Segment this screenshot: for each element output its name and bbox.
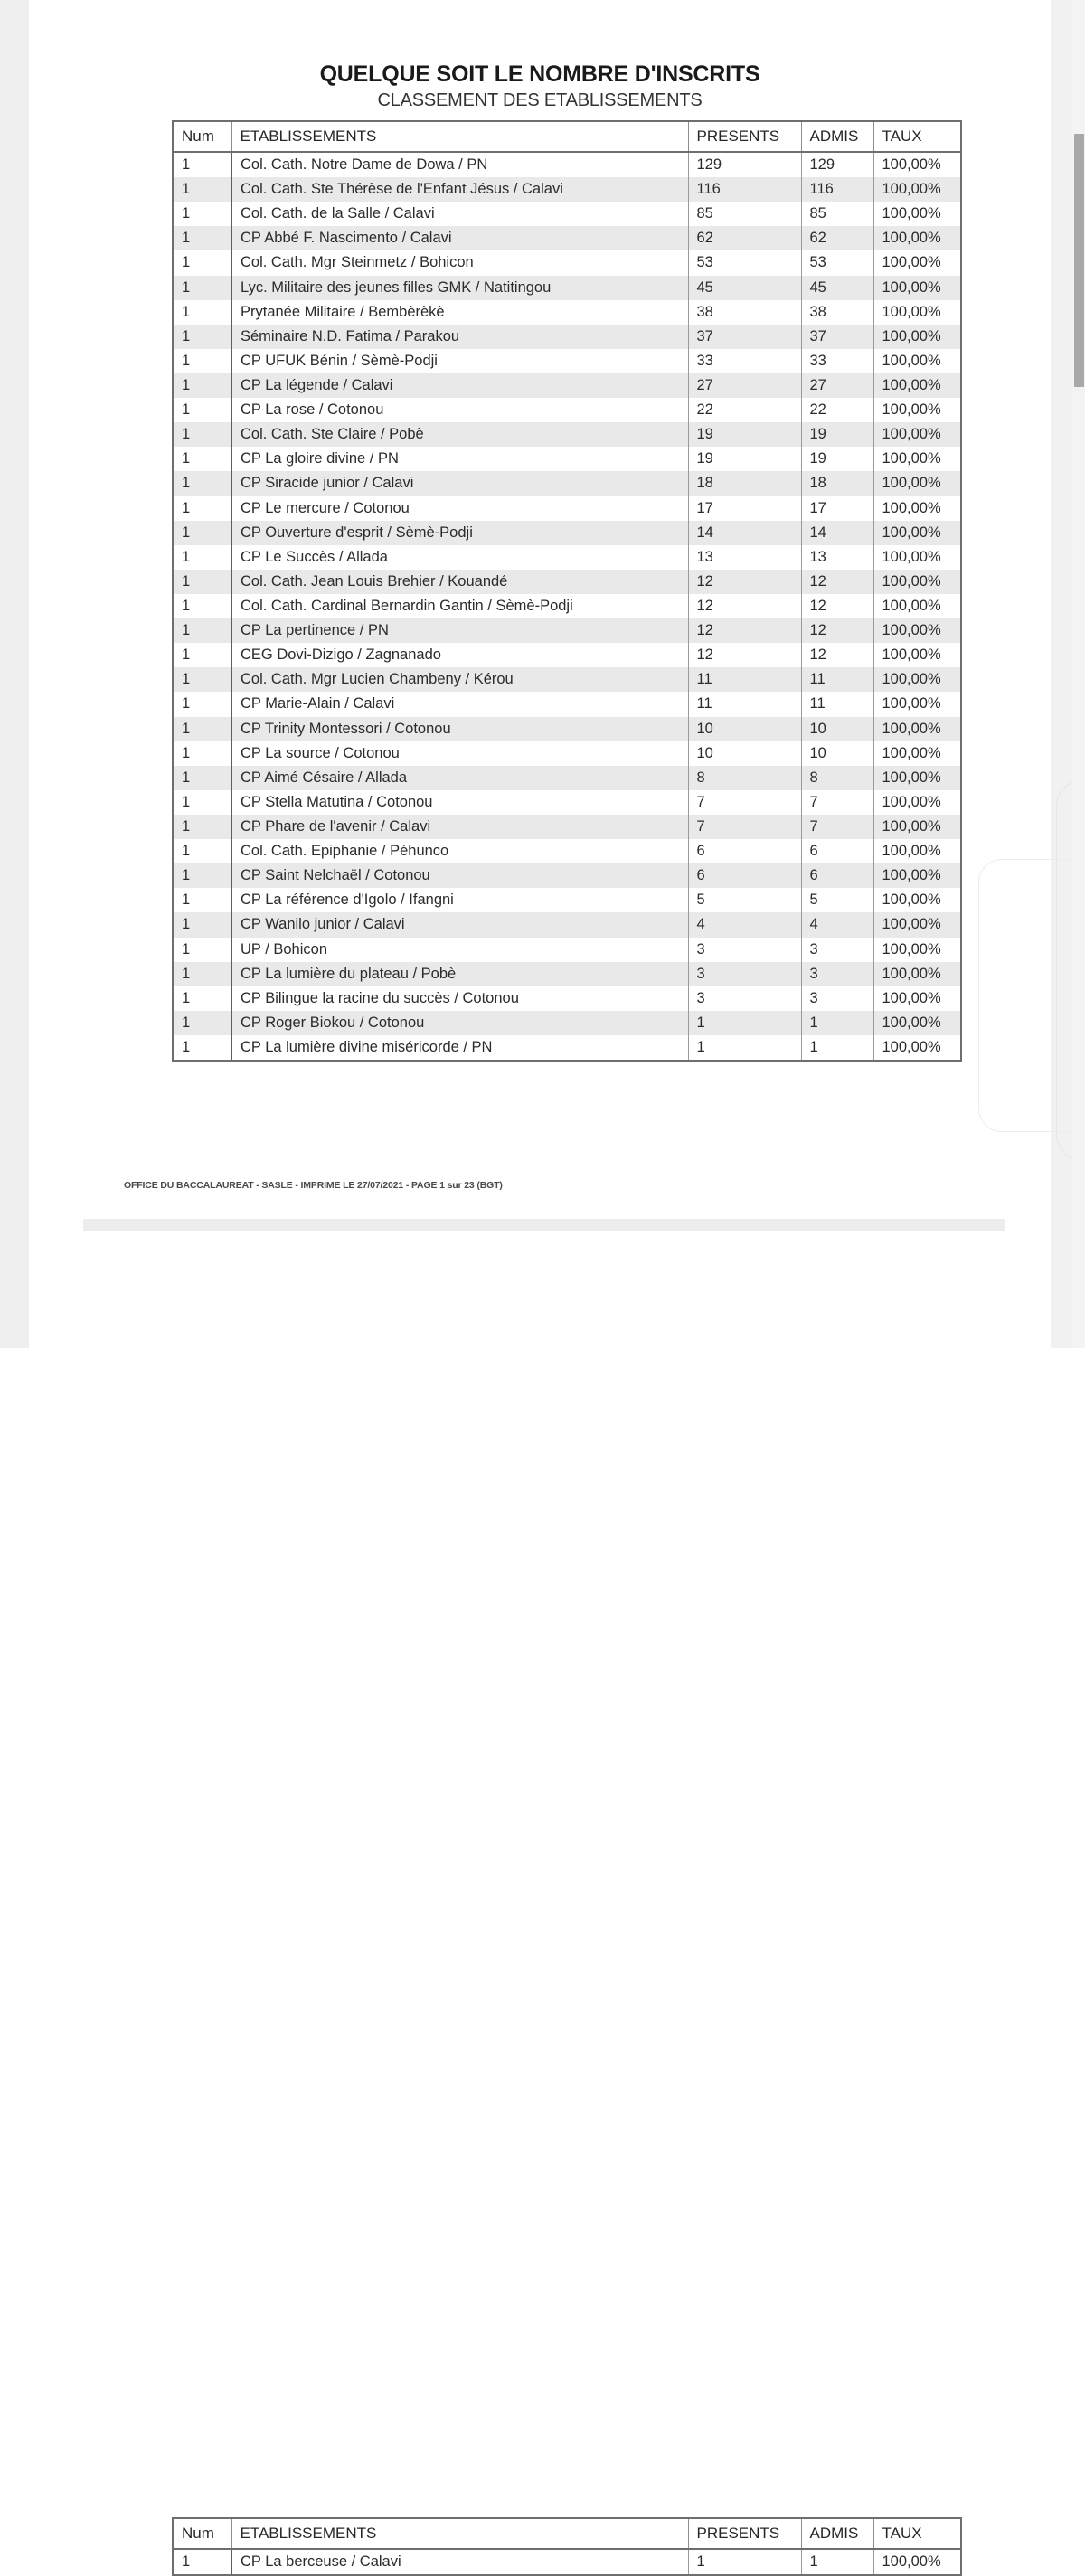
cell-taux: 100,00% [873,300,961,325]
cell-admis: 12 [801,570,873,594]
cell-num: 1 [173,766,231,790]
table-row [173,643,961,667]
cell-admis: 10 [801,717,873,741]
cell-admis: 1 [801,1011,873,1035]
table-row [173,300,961,325]
cell-admis: 12 [801,594,873,618]
cell-taux: 100,00% [873,863,961,888]
cell-presents: 12 [688,570,801,594]
cell-presents: 7 [688,790,801,815]
cell-num: 1 [173,496,231,521]
cell-etablissement: Col. Cath. Mgr Steinmetz / Bohicon [231,250,688,275]
cell-admis: 62 [801,226,873,250]
table-row [173,766,961,790]
cell-presents: 6 [688,839,801,863]
cell-num: 1 [173,471,231,495]
cell-admis: 33 [801,349,873,373]
cell-presents: 7 [688,815,801,839]
cell-num: 1 [173,325,231,349]
cell-num: 1 [173,373,231,398]
cell-presents: 38 [688,300,801,325]
cell-admis: 3 [801,986,873,1011]
table-row [173,1035,961,1061]
cell-taux: 100,00% [873,594,961,618]
cell-taux: 100,00% [873,521,961,545]
table-row [173,938,961,962]
cell-presents: 33 [688,349,801,373]
cell-num: 1 [173,815,231,839]
column-header-num: Num [173,2518,231,2549]
column-header-num: Num [173,121,231,152]
cell-num: 1 [173,250,231,275]
table-row [173,618,961,643]
cell-presents: 22 [688,398,801,422]
table-row [173,667,961,692]
cell-num: 1 [173,888,231,912]
cell-num: 1 [173,692,231,716]
cell-etablissement: Col. Cath. Ste Claire / Pobè [231,422,688,447]
cell-admis: 11 [801,692,873,716]
cell-etablissement: CP Saint Nelchaël / Cotonou [231,863,688,888]
cell-admis: 13 [801,545,873,570]
cell-admis: 37 [801,325,873,349]
ranking-table-next-page [172,2517,962,2576]
cell-presents: 14 [688,521,801,545]
table-row [173,986,961,1011]
cell-presents: 129 [688,152,801,177]
cell-presents: 37 [688,325,801,349]
cell-presents: 10 [688,717,801,741]
cell-taux: 100,00% [873,226,961,250]
cell-admis: 5 [801,888,873,912]
cell-presents: 53 [688,250,801,275]
cell-taux: 100,00% [873,692,961,716]
cell-presents: 1 [688,1011,801,1035]
vertical-scrollbar-thumb[interactable] [1074,134,1084,387]
cell-num: 1 [173,2549,231,2575]
ranking-table-next-header [173,2518,961,2549]
cell-num: 1 [173,545,231,570]
cell-presents: 62 [688,226,801,250]
cell-admis: 1 [801,2549,873,2575]
cell-num: 1 [173,300,231,325]
cell-etablissement: CP Bilingue la racine du succès / Cotonou [231,986,688,1011]
cell-etablissement: CP Ouverture d'esprit / Sèmè-Podji [231,521,688,545]
cell-etablissement: CP Trinity Montessori / Cotonou [231,717,688,741]
cell-num: 1 [173,938,231,962]
cell-presents: 85 [688,202,801,226]
cell-etablissement: CP UFUK Bénin / Sèmè-Podji [231,349,688,373]
table-row [173,888,961,912]
cell-taux: 100,00% [873,276,961,300]
cell-presents: 3 [688,938,801,962]
cell-num: 1 [173,1011,231,1035]
cell-num: 1 [173,398,231,422]
cell-etablissement: CP Abbé F. Nascimento / Calavi [231,226,688,250]
cell-taux: 100,00% [873,250,961,275]
cell-num: 1 [173,962,231,986]
cell-etablissement: Col. Cath. Epiphanie / Péhunco [231,839,688,863]
page-title: QUELQUE SOIT LE NOMBRE D'INSCRITS [319,61,760,87]
cell-admis: 1 [801,1035,873,1061]
cell-num: 1 [173,1035,231,1061]
cell-presents: 5 [688,888,801,912]
cell-taux: 100,00% [873,938,961,962]
cell-num: 1 [173,349,231,373]
cell-etablissement: CP Aimé Césaire / Allada [231,766,688,790]
table-row [173,790,961,815]
cell-presents: 1 [688,1035,801,1061]
table-row [173,741,961,766]
table-row [173,250,961,275]
cell-taux: 100,00% [873,888,961,912]
cell-taux: 100,00% [873,202,961,226]
ranking-table-body [173,152,961,1061]
cell-etablissement: CP La lumière divine miséricorde / PN [231,1035,688,1061]
cell-etablissement: Col. Cath. de la Salle / Calavi [231,202,688,226]
cell-taux: 100,00% [873,152,961,177]
cell-num: 1 [173,986,231,1011]
table-header-row [173,2518,961,2549]
cell-etablissement: Col. Cath. Jean Louis Brehier / Kouandé [231,570,688,594]
cell-admis: 8 [801,766,873,790]
cell-etablissement: CP Siracide junior / Calavi [231,471,688,495]
cell-presents: 12 [688,594,801,618]
cell-presents: 4 [688,912,801,937]
cell-admis: 22 [801,398,873,422]
cell-taux: 100,00% [873,815,961,839]
cell-num: 1 [173,741,231,766]
cell-taux: 100,00% [873,447,961,471]
cell-presents: 45 [688,276,801,300]
cell-etablissement: Col. Cath. Ste Thérèse de l'Enfant Jésus / Calavi [231,177,688,202]
cell-taux: 100,00% [873,570,961,594]
cell-etablissement: Col. Cath. Cardinal Bernardin Gantin / Sèmè-Podji [231,594,688,618]
cell-num: 1 [173,152,231,177]
cell-taux: 100,00% [873,839,961,863]
cell-admis: 14 [801,521,873,545]
cell-admis: 85 [801,202,873,226]
document-page-1 [29,0,1051,1219]
cell-admis: 53 [801,250,873,275]
table-header-row [173,121,961,152]
table-row [173,496,961,521]
cell-num: 1 [173,790,231,815]
cell-etablissement: CP La pertinence / PN [231,618,688,643]
table-row [173,226,961,250]
ranking-table-header [173,121,961,152]
cell-num: 1 [173,276,231,300]
cell-taux: 100,00% [873,618,961,643]
cell-taux: 100,00% [873,545,961,570]
cell-taux: 100,00% [873,325,961,349]
cell-admis: 18 [801,471,873,495]
cell-num: 1 [173,594,231,618]
cell-admis: 11 [801,667,873,692]
ranking-table-next-body [173,2549,961,2575]
cell-admis: 7 [801,790,873,815]
cell-presents: 12 [688,643,801,667]
cell-presents: 19 [688,422,801,447]
column-header-presents: PRESENTS [688,121,801,152]
cell-num: 1 [173,521,231,545]
cell-num: 1 [173,202,231,226]
column-header-etablissements: ETABLISSEMENTS [231,2518,688,2549]
cell-etablissement: Séminaire N.D. Fatima / Parakou [231,325,688,349]
cell-etablissement: Col. Cath. Notre Dame de Dowa / PN [231,152,688,177]
cell-taux: 100,00% [873,177,961,202]
cell-num: 1 [173,177,231,202]
cell-taux: 100,00% [873,717,961,741]
cell-etablissement: CP La référence d'Igolo / Ifangni [231,888,688,912]
cell-taux: 100,00% [873,643,961,667]
cell-taux: 100,00% [873,766,961,790]
column-header-taux: TAUX [873,121,961,152]
cell-etablissement: CP La source / Cotonou [231,741,688,766]
cell-num: 1 [173,839,231,863]
cell-num: 1 [173,422,231,447]
cell-etablissement: CP Wanilo junior / Calavi [231,912,688,937]
table-row [173,202,961,226]
cell-etablissement: CP Le Succès / Allada [231,545,688,570]
table-row [173,276,961,300]
cell-num: 1 [173,447,231,471]
table-row [173,471,961,495]
cell-taux: 100,00% [873,790,961,815]
cell-admis: 116 [801,177,873,202]
cell-presents: 10 [688,741,801,766]
page-footer: OFFICE DU BACCALAUREAT - SASLE - IMPRIME LE 27/07/2021 - PAGE 1 sur 23 (BGT) [124,1180,503,1191]
cell-presents: 3 [688,986,801,1011]
column-header-presents: PRESENTS [688,2518,801,2549]
table-row [173,545,961,570]
cell-taux: 100,00% [873,1035,961,1061]
cell-presents: 18 [688,471,801,495]
table-row [173,349,961,373]
cell-num: 1 [173,912,231,937]
cell-taux: 100,00% [873,398,961,422]
cell-etablissement: CP Le mercure / Cotonou [231,496,688,521]
table-row [173,152,961,177]
cell-etablissement: CP La lumière du plateau / Pobè [231,962,688,986]
cell-presents: 1 [688,2549,801,2575]
table-row [173,1011,961,1035]
table-row [173,447,961,471]
table-row [173,912,961,937]
cell-admis: 10 [801,741,873,766]
column-header-admis: ADMIS [801,2518,873,2549]
cell-admis: 3 [801,938,873,962]
column-header-etablissements: ETABLISSEMENTS [231,121,688,152]
cell-taux: 100,00% [873,349,961,373]
cell-etablissement: CP Roger Biokou / Cotonou [231,1011,688,1035]
cell-etablissement: CP Stella Matutina / Cotonou [231,790,688,815]
cell-taux: 100,00% [873,962,961,986]
cell-presents: 8 [688,766,801,790]
cell-num: 1 [173,863,231,888]
cell-etablissement: UP / Bohicon [231,938,688,962]
cell-num: 1 [173,643,231,667]
cell-admis: 4 [801,912,873,937]
cell-taux: 100,00% [873,912,961,937]
cell-presents: 6 [688,863,801,888]
cell-admis: 3 [801,962,873,986]
cell-num: 1 [173,717,231,741]
cell-presents: 12 [688,618,801,643]
table-row [173,692,961,716]
cell-presents: 116 [688,177,801,202]
cell-admis: 6 [801,839,873,863]
table-row [173,570,961,594]
cell-etablissement: Lyc. Militaire des jeunes filles GMK / Natitingou [231,276,688,300]
cell-etablissement: CP Marie-Alain / Calavi [231,692,688,716]
cell-etablissement: CP La berceuse / Calavi [231,2549,688,2575]
cell-admis: 12 [801,618,873,643]
cell-admis: 38 [801,300,873,325]
cell-admis: 7 [801,815,873,839]
cell-admis: 12 [801,643,873,667]
viewer-left-gutter [0,0,29,1348]
cell-num: 1 [173,570,231,594]
table-row [173,521,961,545]
column-header-taux: TAUX [873,2518,961,2549]
cell-presents: 17 [688,496,801,521]
table-row [173,373,961,398]
cell-presents: 11 [688,667,801,692]
cell-admis: 17 [801,496,873,521]
cell-etablissement: Prytanée Militaire / Bembèrèkè [231,300,688,325]
cell-etablissement: CP Phare de l'avenir / Calavi [231,815,688,839]
cell-num: 1 [173,667,231,692]
document-page-2 [29,1237,1051,2570]
cell-taux: 100,00% [873,471,961,495]
page-separator [83,1219,1005,1231]
table-row [173,717,961,741]
cell-admis: 6 [801,863,873,888]
cell-presents: 19 [688,447,801,471]
cell-etablissement: CP La légende / Calavi [231,373,688,398]
cell-admis: 129 [801,152,873,177]
cell-num: 1 [173,618,231,643]
table-row [173,863,961,888]
ranking-table [172,120,962,1062]
table-row [173,2549,961,2575]
cell-etablissement: Col. Cath. Mgr Lucien Chambeny / Kérou [231,667,688,692]
cell-presents: 11 [688,692,801,716]
cell-admis: 45 [801,276,873,300]
cell-taux: 100,00% [873,373,961,398]
cell-presents: 13 [688,545,801,570]
table-row [173,398,961,422]
cell-etablissement: CP La rose / Cotonou [231,398,688,422]
table-row [173,422,961,447]
cell-admis: 27 [801,373,873,398]
column-header-admis: ADMIS [801,121,873,152]
cell-taux: 100,00% [873,496,961,521]
table-row [173,815,961,839]
cell-admis: 19 [801,422,873,447]
cell-taux: 100,00% [873,741,961,766]
cell-admis: 19 [801,447,873,471]
cell-taux: 100,00% [873,1011,961,1035]
cell-taux: 100,00% [873,422,961,447]
cell-num: 1 [173,226,231,250]
cell-presents: 27 [688,373,801,398]
table-row [173,177,961,202]
table-row [173,962,961,986]
page-subtitle: CLASSEMENT DES ETABLISSEMENTS [377,90,703,110]
cell-presents: 3 [688,962,801,986]
cell-etablissement: CP La gloire divine / PN [231,447,688,471]
table-row [173,839,961,863]
cell-taux: 100,00% [873,986,961,1011]
table-row [173,325,961,349]
cell-etablissement: CEG Dovi-Dizigo / Zagnanado [231,643,688,667]
cell-taux: 100,00% [873,667,961,692]
table-row [173,594,961,618]
cell-taux: 100,00% [873,2549,961,2575]
